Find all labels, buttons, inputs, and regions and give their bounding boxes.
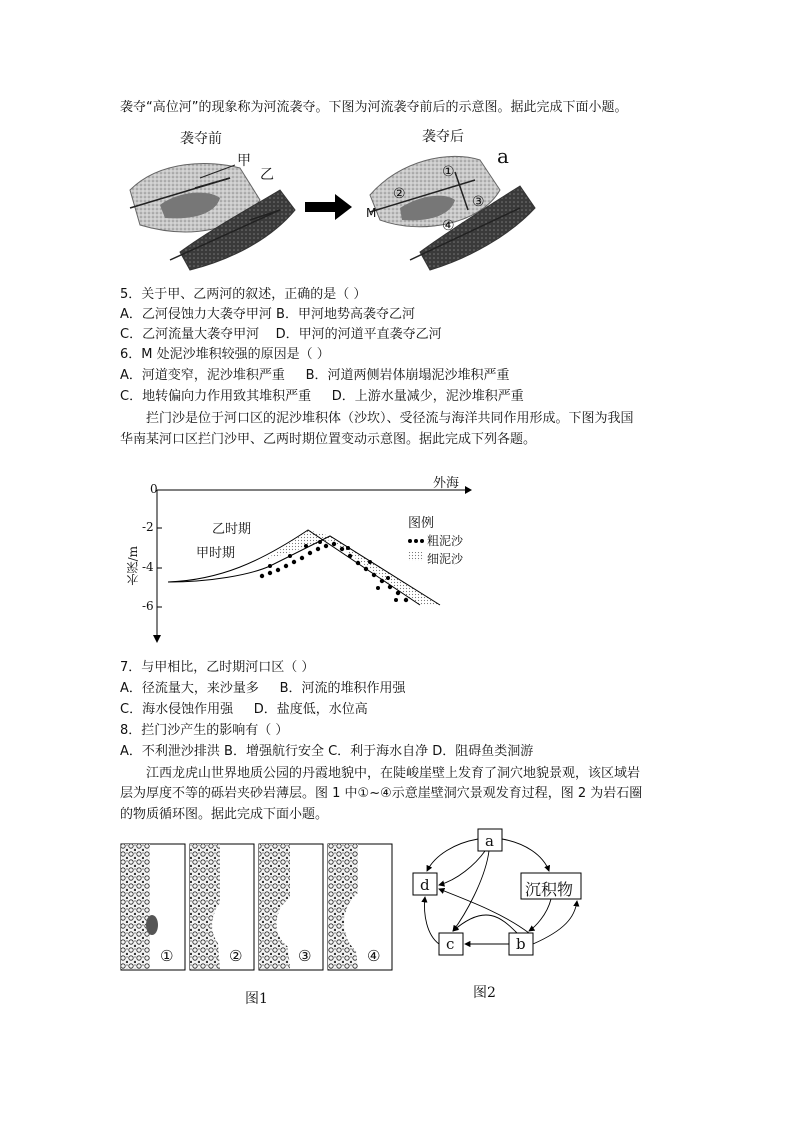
intro-text-capture: 袭夺“高位河”的现象称为河流袭夺。下图为河流袭夺前后的示意图。据此完成下面小题。 <box>120 100 628 115</box>
node-sediment-label: 沉积物 <box>525 880 574 899</box>
q7-option-b: B．河流的堆积作用强 <box>279 681 406 696</box>
intro-text-danxia-3: 的物质循环图。据此完成下面小题。 <box>120 807 329 822</box>
node-b-label: b <box>516 935 526 953</box>
ytick-6: -6 <box>142 599 154 613</box>
panel-2 <box>190 844 254 970</box>
q5-options-row2 <box>120 326 442 344</box>
series-yi-label: 乙时期 <box>212 522 252 537</box>
circle-4: ④ <box>442 218 455 234</box>
figure-1-cave-panels <box>120 843 395 973</box>
q6-option-b: B．河道两侧岩体崩塌泥沙堆积严重 <box>305 368 510 383</box>
label-a: a <box>497 144 509 168</box>
intro-text-sandbar-2: 华南某河口区拦门沙甲、乙两时期位置变动示意图。据此完成下列各题。 <box>120 432 537 447</box>
q5-options-row1 <box>120 306 415 324</box>
legend-title: 图例 <box>408 516 435 531</box>
figure-2-rock-cycle <box>405 825 595 965</box>
q7-option-c: C．海水侵蚀作用强 <box>120 702 234 717</box>
circle-1: ① <box>442 164 455 180</box>
legend-fine: 细泥沙 <box>427 552 464 566</box>
q5-stem: 5．关于甲、乙两河的叙述，正确的是（ ） <box>120 287 367 302</box>
ytick-2: -2 <box>142 520 154 534</box>
q7-option-d: D．盐度低，水位高 <box>253 702 368 717</box>
label-river-jia: 甲 <box>237 153 251 169</box>
x-axis-label: 外海 <box>433 476 460 491</box>
label-M: M <box>366 206 377 220</box>
river-capture-figure <box>120 120 540 280</box>
intro-text-danxia-2: 层为厚度不等的砾岩夹砂岩薄层。图 1 中①~④示意崖壁洞穴景观发育过程，图 2 为岩石圈 <box>120 786 643 801</box>
panel-1-number: ① <box>160 947 174 965</box>
q6-options-row2 <box>120 388 524 406</box>
q7-stem: 7．与甲相比，乙时期河口区（ ） <box>120 660 315 675</box>
node-c-label: c <box>446 935 455 953</box>
q6-option-c: C．地转偏向力作用致其堆积严重 <box>120 389 312 404</box>
q5-option-b: B．甲河地势高袭夺乙河 <box>276 307 415 322</box>
label-river-yi: 乙 <box>260 167 274 183</box>
q6-option-d: D．上游水量减少，泥沙堆积严重 <box>331 389 524 404</box>
legend-fine-swatch <box>408 552 424 561</box>
y-axis-label: 水深/m <box>126 546 140 586</box>
q6-option-a: A．河道变窄，泥沙堆积严重 <box>120 368 285 383</box>
q6-options-row1 <box>120 367 510 385</box>
node-d-label: d <box>420 876 430 894</box>
after-title: 袭夺后 <box>422 129 464 145</box>
panel-1 <box>121 844 185 970</box>
panel-2-number: ② <box>229 947 243 965</box>
q5-option-c: C．乙河流量大袭夺甲河 <box>120 327 260 342</box>
series-jia-label: 甲时期 <box>196 546 236 561</box>
panel-4-number: ④ <box>367 947 381 965</box>
q7-option-a: A．径流量大，来沙量多 <box>120 681 259 696</box>
sandbar-chart <box>120 470 480 645</box>
intro-text-danxia-1: 江西龙虎山世界地质公园的丹霞地貌中，在陡峻崖壁上发育了洞穴地貌景观，该区域岩 <box>146 766 641 781</box>
node-a-label: a <box>485 832 494 850</box>
panel-3 <box>259 844 323 970</box>
before-title: 袭夺前 <box>180 131 222 147</box>
figure-2-caption: 图2 <box>473 985 496 1001</box>
q5-option-a: A．乙河侵蚀力大袭夺甲河 <box>120 307 272 322</box>
q5-option-d: D．甲河的河道平直袭夺乙河 <box>275 327 442 342</box>
legend-coarse: 粗泥沙 <box>427 534 464 548</box>
ytick-4: -4 <box>142 560 154 574</box>
figure-1-caption: 图1 <box>245 991 268 1007</box>
q7-options-row2 <box>120 701 368 719</box>
sandbar-chart-svg <box>120 470 480 645</box>
intro-text-sandbar-1: 拦门沙是位于河口区的泥沙堆积体（沙坎）、受径流与海洋共同作用形成。下图为我国 <box>146 411 634 426</box>
panel-3-number: ③ <box>298 947 312 965</box>
q8-stem: 8．拦门沙产生的影响有（ ） <box>120 723 289 738</box>
ytick-0: 0 <box>150 482 158 496</box>
circle-2: ② <box>393 186 406 202</box>
circle-3: ③ <box>472 194 485 210</box>
q6-stem: 6．M 处泥沙堆积较强的原因是（ ） <box>120 347 330 362</box>
q8-options: A．不利泄沙排洪 B．增强航行安全 C．利于海水自净 D．阻碍鱼类洄游 <box>120 744 534 759</box>
panel-4 <box>328 844 392 970</box>
q7-options-row1 <box>120 680 406 698</box>
legend-coarse-swatch <box>408 539 424 543</box>
